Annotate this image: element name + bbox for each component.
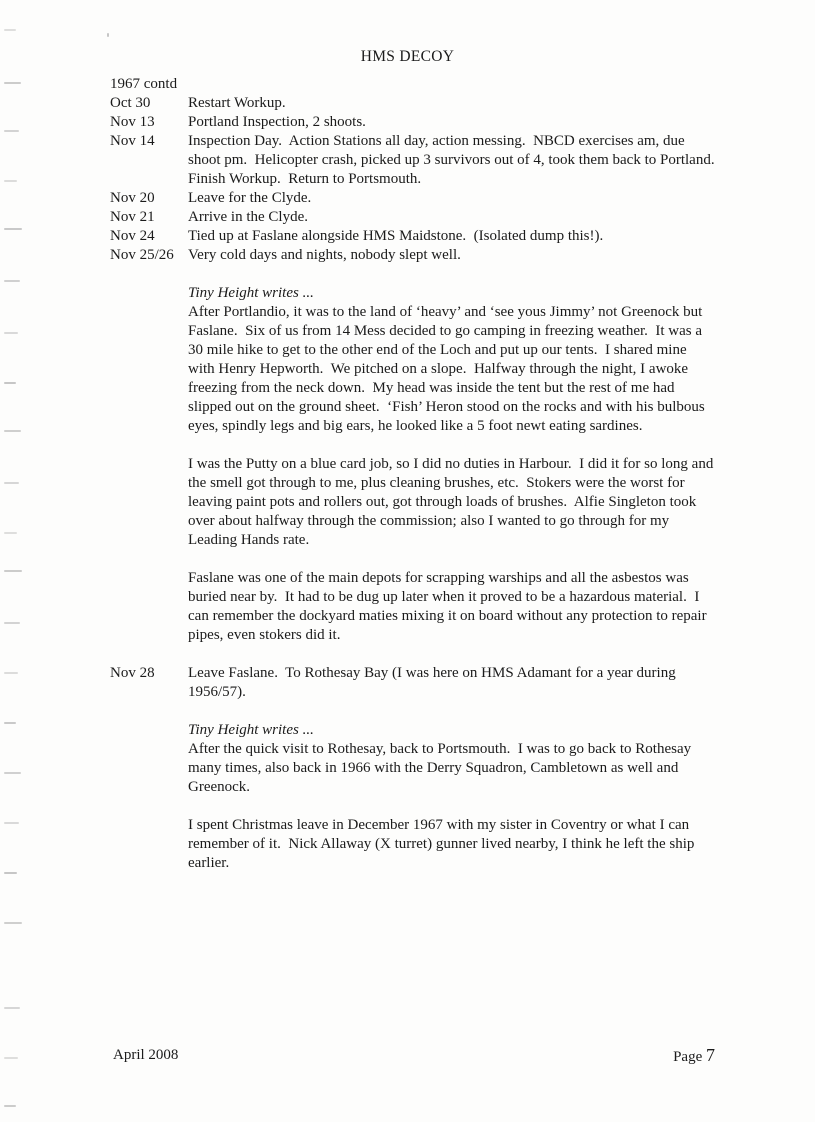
narrative-block-2 bbox=[188, 721, 715, 873]
scan-artifact-dash bbox=[4, 672, 18, 674]
log-entry bbox=[110, 664, 722, 702]
narrative-block-1 bbox=[188, 284, 718, 645]
scan-artifact-dash bbox=[4, 1007, 20, 1009]
scan-artifact-dash bbox=[4, 332, 18, 334]
footer-page-number: 7 bbox=[706, 1045, 715, 1065]
year-heading: 1967 contd bbox=[110, 76, 178, 92]
footer-date: April 2008 bbox=[113, 1047, 179, 1063]
scan-artifact-dash bbox=[4, 822, 19, 824]
entry-text: Tied up at Faslane alongside HMS Maidstone. (Isolated dump this!). bbox=[188, 228, 604, 244]
log-entry bbox=[110, 227, 722, 246]
scan-artifact-dash bbox=[4, 1057, 18, 1059]
entry-text: Leave Faslane. To Rothesay Bay (I was here on HMS Adamant for a year during 1956/57). bbox=[188, 665, 680, 700]
scan-artifact-dash bbox=[4, 82, 21, 84]
scan-artifact-dash bbox=[4, 382, 16, 384]
log-entry bbox=[110, 246, 722, 265]
entry-date: Nov 21 bbox=[110, 209, 155, 225]
scan-artifact-dash bbox=[4, 570, 22, 572]
entry-date: Nov 28 bbox=[110, 665, 155, 681]
footer-page-label: Page bbox=[673, 1049, 703, 1065]
entry-date: Nov 13 bbox=[110, 114, 155, 130]
scan-artifact-dash bbox=[4, 482, 19, 484]
entry-date: Nov 25/26 bbox=[110, 247, 174, 263]
log-entry bbox=[110, 208, 722, 227]
narrative-paragraph: Faslane was one of the main depots for scrapping warships and all the asbestos was buried near by. It had to be dug up later when it proved to be a hazardous material. I can remember the dockyard maties mixing it on board without any protection to repair pipes, even stokers did it. bbox=[188, 570, 711, 643]
log-entry bbox=[110, 132, 722, 189]
log-entry bbox=[110, 94, 722, 113]
scan-artifact-dash bbox=[4, 29, 16, 31]
scan-artifact-speck bbox=[107, 33, 109, 37]
scan-artifact-dash bbox=[4, 772, 21, 774]
scan-artifact-dash bbox=[4, 280, 20, 282]
document-body bbox=[110, 75, 722, 873]
entry-date: Nov 14 bbox=[110, 133, 155, 149]
scan-artifact-dash bbox=[4, 130, 19, 132]
narrative-heading: Tiny Height writes ... bbox=[188, 285, 314, 301]
entry-text: Inspection Day. Action Stations all day, action messing. NBCD exercises am, due shoot pm. Helicopter crash, picked up 3 survivors out of 4, took them back to Portland. Finish Workup. Return to Portsmouth. bbox=[188, 133, 723, 187]
entry-text: Portland Inspection, 2 shoots. bbox=[188, 114, 366, 130]
narrative-paragraph: I was the Putty on a blue card job, so I did no duties in Harbour. I did it for so long and the smell got through to me, plus cleaning brushes, etc. Stokers were the worst for leaving paint pots and rollers out, got through loads of brushes. Alfie Singleton took over about halfway through the commission; also I wanted to go through for my Leading Hands rate. bbox=[188, 456, 718, 548]
scan-artifact-dash bbox=[4, 622, 20, 624]
entry-date: Oct 30 bbox=[110, 95, 151, 111]
narrative-paragraph: After Portlandio, it was to the land of ‘heavy’ and ‘see yous Jimmy’ not Greenock but Faslane. Six of us from 14 Mess decided to go camping in freezing weather. It was a 30 mile hike to get to the other end of the Loch and put up our tents. I shared mine with Henry Hepworth. We pitched on a slope. Halfway through the night, I awoke freezing from the neck down. My head was inside the tent but the rest of me had slipped out on the ground sheet. ‘Fish’ Heron stood on the rocks and with his bulbous eyes, spindly legs and big ears, he looked like a 5 foot newt eating sardines. bbox=[188, 304, 709, 434]
entry-text: Very cold days and nights, nobody slept well. bbox=[188, 247, 461, 263]
scan-artifact-dash bbox=[4, 532, 17, 534]
scan-artifact-dash bbox=[4, 430, 21, 432]
log-entry bbox=[110, 189, 722, 208]
scan-artifact-dash bbox=[4, 180, 17, 182]
footer-page bbox=[673, 1046, 715, 1067]
narrative-heading: Tiny Height writes ... bbox=[188, 722, 314, 738]
page-title: HMS DECOY bbox=[360, 48, 455, 65]
log-entry bbox=[110, 113, 722, 132]
scan-artifact-dash bbox=[4, 1105, 16, 1107]
entry-text: Restart Workup. bbox=[188, 95, 286, 111]
scan-artifact-dash bbox=[4, 872, 17, 874]
narrative-paragraph: I spent Christmas leave in December 1967 with my sister in Coventry or what I can remember of it. Nick Allaway (X turret) gunner lived nearby, I think he left the ship earlier. bbox=[188, 817, 699, 871]
entry-text: Arrive in the Clyde. bbox=[188, 209, 308, 225]
entry-date: Nov 20 bbox=[110, 190, 155, 206]
entry-date: Nov 24 bbox=[110, 228, 155, 244]
narrative-paragraph: After the quick visit to Rothesay, back to Portsmouth. I was to go back to Rothesay many times, also back in 1966 with the Derry Squadron, Cambletown as well and Greenock. bbox=[188, 741, 695, 795]
scan-artifact-dash bbox=[4, 922, 22, 924]
scan-artifact-dash bbox=[4, 722, 16, 724]
entry-text: Leave for the Clyde. bbox=[188, 190, 312, 206]
scan-artifact-dash bbox=[4, 228, 22, 230]
